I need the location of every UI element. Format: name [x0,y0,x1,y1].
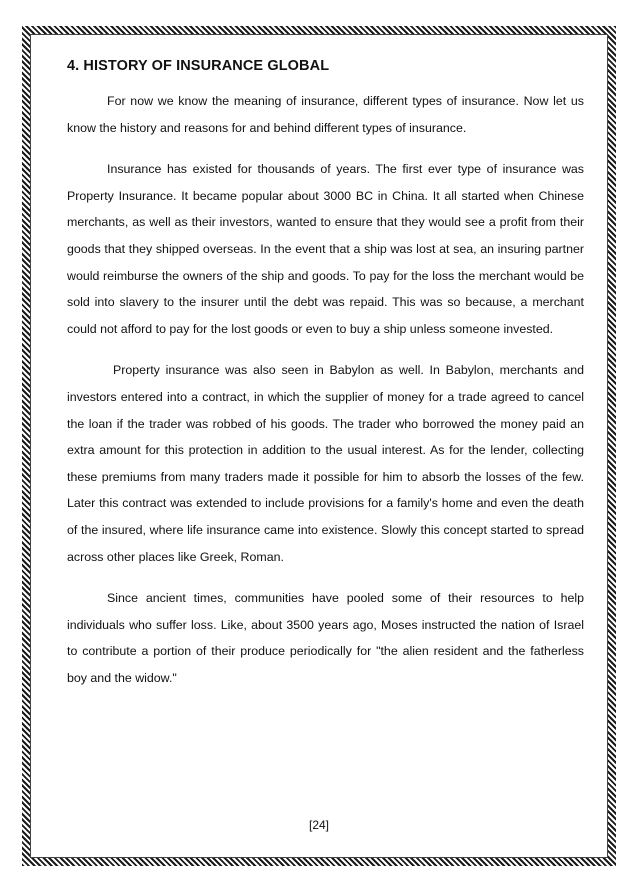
paragraph-property-insurance-china: Insurance has existed for thousands of years. The first ever type of insurance was Property Insurance. It became popular about 3000 BC in China. It all started when Chinese merchants, as well as their investors, wanted to ensure that they would see a profit from their goods that they shipped overseas. In the event that a ship was lost at sea, an insuring partner would reimburse the owners of the ship and goods. To pay for the loss the merchant would be sold into slavery to the insurer until the debt was repaid. This was so because, a merchant could not afford to pay for the lost goods or even to buy a ship unless someone invested. [67,162,584,336]
section-heading: 4. HISTORY OF INSURANCE GLOBAL [67,58,330,74]
paragraph-intro: For now we know the meaning of insurance, different types of insurance. Now let us know the history and reasons for and behind different types of insurance. [67,94,584,135]
paragraph-babylon: Property insurance was also seen in Babylon as well. In Babylon, merchants and investors entered into a contract, in which the supplier of money for a trade agreed to cancel the loan if the trader was robbed of his goods. The trader who borrowed the money paid an extra amount for this protection in addition to the usual interest. As for the lender, collecting these premiums from many traders made it possible for him to absorb the losses of the few. Later this contract was extended to include provisions for a family's home and even the death of the insured, where life insurance came into existence. Slowly this concept started to spread across other places like Greek, Roman. [67,363,584,564]
paragraph-ancient-times: Since ancient times, communities have pooled some of their resources to help individuals who suffer loss. Like, about 3500 years ago, Moses instructed the nation of Israel to contribute a portion of their produce periodically for "the alien resident and the fatherless boy and the widow." [67,591,584,685]
page-number: [24] [308,818,329,832]
page-content [67,58,584,706]
